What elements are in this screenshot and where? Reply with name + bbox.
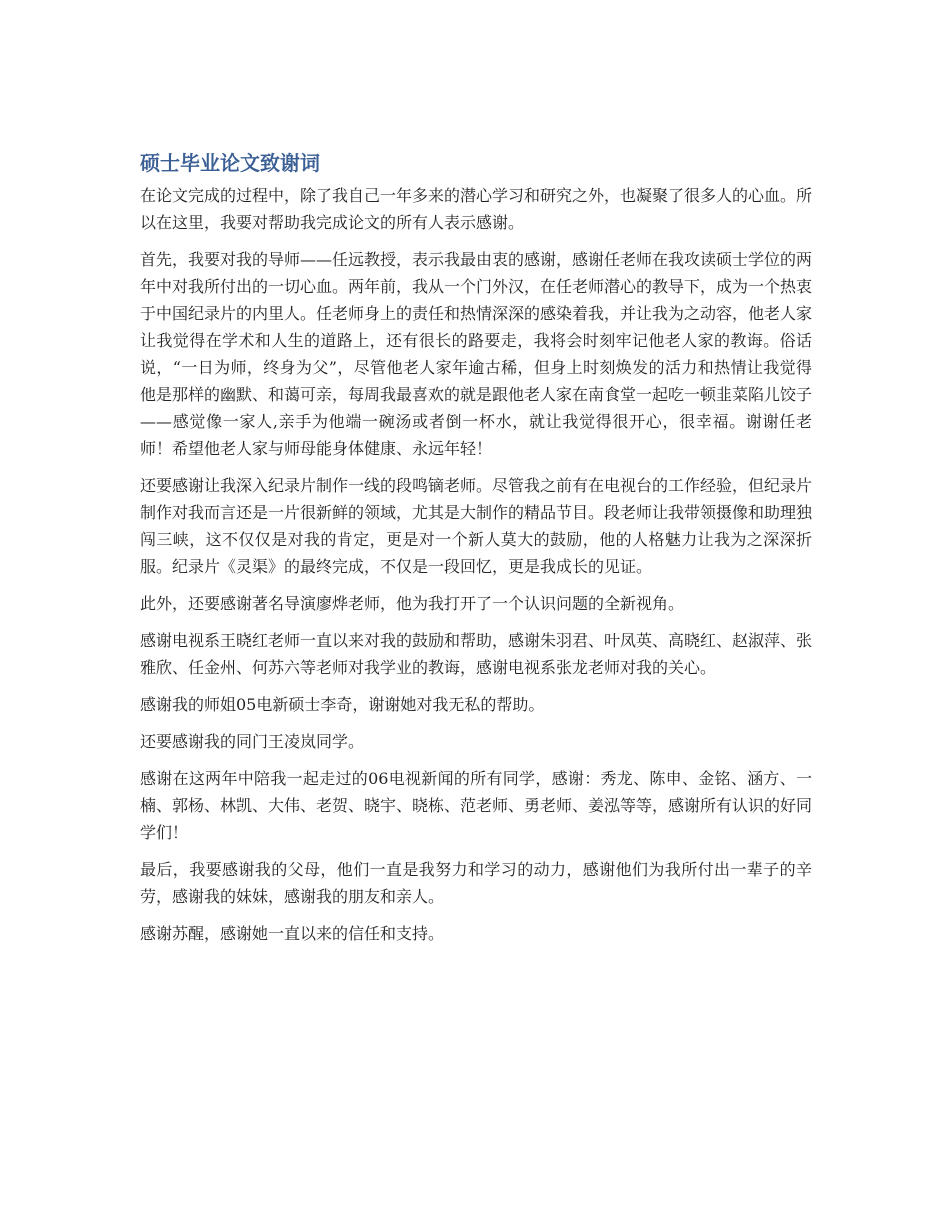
document-title: 硕士毕业论文致谢词 [140, 151, 320, 175]
document-page [140, 148, 812, 957]
paragraph-department-teachers: 感谢电视系王晓红老师一直以来对我的鼓励和帮助，感谢朱羽君、叶凤英、高晓红、赵淑萍、张雅欣、任金州、何苏六等老师对我学业的教诲，感谢电视系张龙老师对我的关心。 [140, 631, 813, 677]
paragraph-senior-sister: 感谢我的师姐05电新硕士李奇，谢谢她对我无私的帮助。 [140, 695, 545, 714]
paragraph-classmate: 还要感谢我的同门王凌岚同学。 [140, 732, 365, 751]
paragraph-classmates: 感谢在这两年中陪我一起走过的06电视新闻的所有同学，感谢：秀龙、陈申、金铭、涵方、一楠、郭杨、林凯、大伟、老贺、晓宇、晓栋、范老师、勇老师、姜泓等等，感谢所有认识的好同学们！ [140, 769, 813, 842]
paragraph-advisor: 首先，我要对我的导师——任远教授，表示我最由衷的感谢，感谢任老师在我攻读硕士学位的两年中对我所付出的一切心血。两年前，我从一个门外汉，在任老师潜心的教导下，成为一个热衷于中国纪录片的内里人。任老师身上的责任和热情深深的感染着我，并让我为之动容，他老人家让我觉得在学术和人生的道路上，还有很长的路要走，我将会时刻牢记他老人家的教诲。俗话说，“一日为师，终身为父”，尽管他老人家年逾古稀，但身上时刻焕发的活力和热情让我觉得他是那样的幽默、和蔼可亲，每周我最喜欢的就是跟他老人家在南食堂一起吃一顿韭菜陷儿饺子——感觉像一家人,亲手为他端一碗汤或者倒一杯水，就让我觉得很开心，很幸福。谢谢任老师！希望他老人家与师母能身体健康、永远年轻！ [140, 250, 813, 458]
paragraph-director: 此外，还要感谢著名导演廖烨老师，他为我打开了一个认识问题的全新视角。 [140, 594, 685, 613]
paragraph-final: 感谢苏醒，感谢她一直以来的信任和支持。 [140, 924, 445, 943]
paragraph-documentary-teacher: 还要感谢让我深入纪录片制作一线的段鸣镝老师。尽管我之前有在电视台的工作经验，但纪录片制作对我而言还是一片很新鲜的领域，尤其是大制作的精品节目。段老师让我带领摄像和助理独闯三峡，这不仅仅是对我的肯定，更是对一个新人莫大的鼓励，他的人格魅力让我为之深深折服。纪录片《灵渠》的最终完成，不仅是一段回忆，更是我成长的见证。 [140, 476, 813, 576]
paragraph-family: 最后，我要感谢我的父母，他们一直是我努力和学习的动力，感谢他们为我所付出一辈子的辛劳，感谢我的妹妹，感谢我的朋友和亲人。 [140, 860, 812, 906]
paragraph-intro: 在论文完成的过程中，除了我自己一年多来的潜心学习和研究之外，也凝聚了很多人的心血。所以在这里，我要对帮助我完成论文的所有人表示感谢。 [140, 186, 813, 232]
